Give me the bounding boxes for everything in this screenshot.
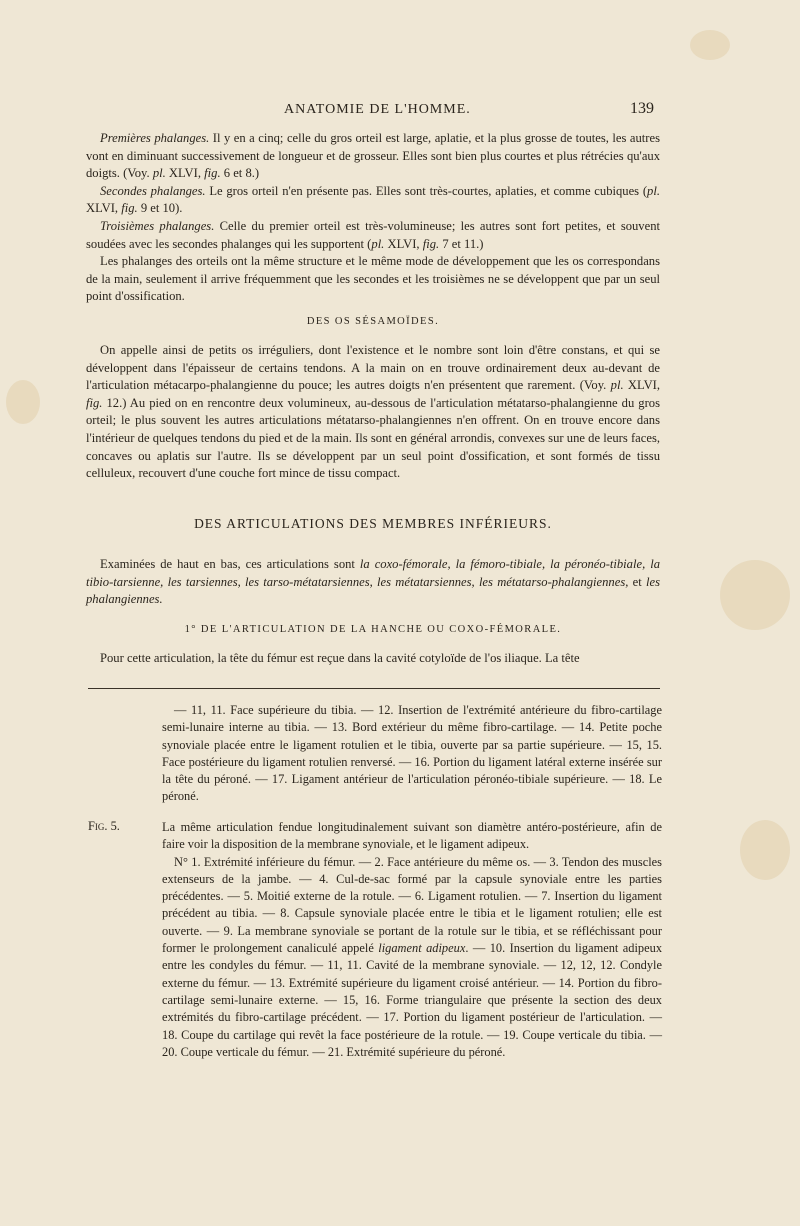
paragraph: Premières phalanges. Il y en a cinq; celle du gros orteil est large, aplatie, et la plus grosse de toutes, les autres vont en diminuant successivement de longueur et de grosseur. Elles sont bien plus courtes et plus rétrécies qu'aux doigts. (Voy. pl. XLVI, fig. 6 et 8.) — [86, 131, 660, 181]
paragraph: Secondes phalanges. Le gros orteil n'en présente pas. Elles sont très-courtes, aplaties, et comme cubiques (pl. XLVI, fig. 9 et 10). — [86, 183, 660, 216]
paper-stain — [740, 820, 790, 880]
paragraph: Les phalanges des orteils ont la même structure et le même mode de développement que les os correspondans de la main, seulement il arrive fréquemment que les secondes et les troisièmes ne se développent que par un seul point d'ossification. — [86, 254, 660, 304]
phalanges-section — [86, 130, 660, 306]
section-heading-sesamoides: DES OS SÉSAMOÏDES. — [306, 316, 440, 327]
figure-notes-continued — [162, 702, 662, 806]
paper-stain — [690, 30, 730, 60]
page-number: 139 — [630, 100, 654, 117]
paragraph-label: Premières phalanges. — [100, 131, 210, 145]
figure-5-notes — [162, 819, 662, 1061]
running-title: ANATOMIE DE L'HOMME. — [284, 102, 471, 117]
paragraph-label: Troisièmes phalanges. — [100, 218, 215, 233]
articulations-intro — [86, 556, 660, 609]
paper-stain — [6, 380, 40, 424]
paragraph: Troisièmes phalanges. Celle du premier orteil est très-volumineuse; les autres sont fort petites, et souvent soudées avec les secondes phalanges qui les supportent (pl. XLVI, fig. 7 et 11.) — [86, 218, 660, 251]
figure-label: Fig. 5. — [88, 819, 120, 833]
paragraph: Examinées de haut en bas, ces articulations sont la coxo-fémorale, la fémoro-tibiale, la péronéo-tibiale, la tibio-tarsienne, les tarsiennes, les tarso-métatarsiennes, les métatarsiennes, les métatarso-phalangiennes, et les phalangiennes. — [86, 557, 661, 607]
subsection-heading: 1° DE L'ARTICULATION DE LA HANCHE OU COXO-FÉMORALE. — [184, 624, 562, 635]
sesamoides-section — [86, 342, 660, 483]
articulation-text — [86, 650, 660, 668]
figure-legend: — 11, 11. Face supérieure du tibia. — 12. Insertion de l'extrémité antérieure du fibro-cartilage semi-lunaire interne au tibia. — 13. Bord extérieur du même fibro-cartilage. — 14. Petite poche synoviale placée entre le ligament rotulien et le tibia, ouverte par sa partie supérieure. — 15, 15. Face postérieure du ligament rotulien renversé. — 16. Portion du ligament latéral externe insérée sur la tête du péroné. — 17. Ligament antérieur de l'articulation péronéo-tibiale supérieure. — 18. Le péroné. — [162, 703, 662, 804]
paragraph: On appelle ainsi de petits os irréguliers, dont l'existence et le nombre sont loin d'être constans, et qui se développent dans l'épaisseur de certains tendons. A la main on en trouve ordinairement deux au-devant de l'articulation métacarpo-phalangienne du pouce; les autres doigts n'en présentent que rarement. (Voy. pl. XLVI, fig. 12.) Au pied on en rencontre deux volumineux, au-dessous de l'articulation métatarso-phalangienne du gros orteil; le plus souvent les autres articulations métatarso-phalangiennes n'en offrent. On en trouve encore dans l'intérieur de quelques tendons du pied et de la main. Ils sont en général arrondis, convexes sur une de leurs faces, concaves ou aplatis sur l'autre. Ils se développent par un seul point d'ossification, et sont formés de tissu celluleux, recouvert d'une couche fort mince de tissu compact. — [86, 343, 661, 481]
figure-caption: La même articulation fendue longitudinalement suivant son diamètre antéro-postérieure, afin de faire voir la disposition de la membrane synoviale, et le ligament adipeux. — [162, 820, 662, 852]
section-heading-articulations: DES ARTICULATIONS DES MEMBRES INFÉRIEURS. — [194, 516, 552, 531]
figure-legend: N° 1. Extrémité inférieure du fémur. — 2. Face antérieure du même os. — 3. Tendon des muscles extenseurs de la jambe. — 4. Cul-de-sac formé par la capsule synoviale entre les parties précédentes. — 5. Moitié externe de la rotule. — 6. Ligament rotulien. — 7. Insertion du ligament précédent au tibia. — 8. Capsule synoviale placée entre le tibia et le ligament rotulien; elle est ouverte. — 9. La membrane synoviale se portant de la rotule sur le tibia, et se réfléchissant pour former le prolongement canaliculé appelé ligament adipeux. — 10. Insertion du ligament adipeux entre les condyles du fémur. — 11, 11. Cavité de la membrane synoviale. — 12, 12, 12. Condyle externe du fémur. — 13. Extrémité supérieure du ligament croisé antérieur. — 14. Portion du fibro-cartilage semi-lunaire externe. — 15, 16. Forme triangulaire que présente la section des deux extrémités du fibro-cartilage précédent. — 17. Portion du ligament postérieur de l'articulation. — 18. Coupe du cartilage qui revêt la face postérieure de la rotule. — 19. Coupe verticale du tibia. — 20. Coupe verticale du fémur. — 21. Extrémité supérieure du péroné. — [162, 854, 663, 1059]
paper-stain — [720, 560, 790, 630]
page-header — [280, 102, 654, 126]
paragraph-label: Secondes phalanges. — [100, 183, 206, 198]
paragraph: Pour cette articulation, la tête du fémur est reçue dans la cavité cotyloïde de l'os iliaque. La tête — [100, 651, 580, 665]
footnote-divider — [88, 688, 660, 689]
